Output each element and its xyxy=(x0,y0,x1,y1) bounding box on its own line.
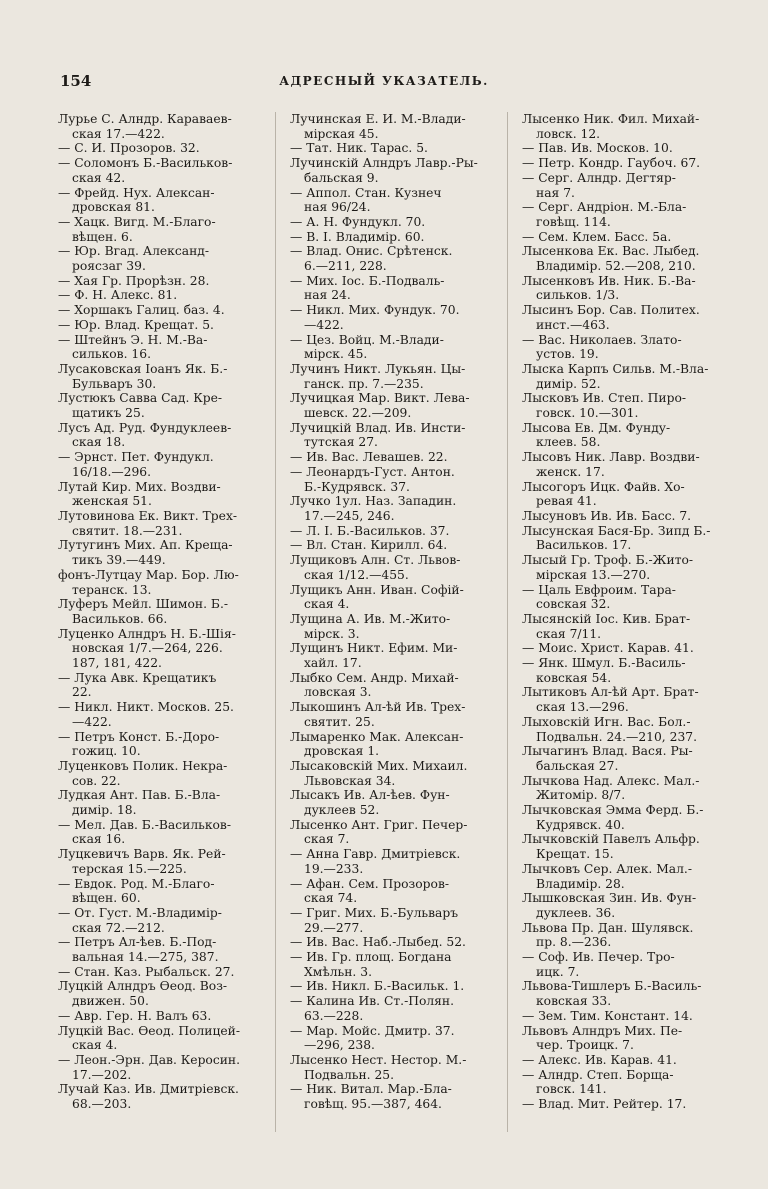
directory-entry: — Пав. Ив. Москов. 10. xyxy=(522,141,673,156)
directory-entry: Лутовинова Ек. Викт. Трех- святит. 18.—231. xyxy=(58,508,238,538)
page-header xyxy=(60,72,708,92)
directory-entry: — Тат. Ник. Тарас. 5. xyxy=(290,141,428,156)
directory-entry: — А. Н. Фундукл. 70. xyxy=(290,214,426,229)
directory-entry: — Мих. Іос. Б.-Подваль- ная 24. xyxy=(290,273,445,303)
directory-entry: — Вас. Николаев. Злато- устов. 19. xyxy=(522,332,682,362)
directory-entry: Лысянскій Іос. Кив. Брат- ская 7/11. xyxy=(522,611,691,641)
directory-entry: Лучай Каз. Ив. Дмитріевск. 68.—203. xyxy=(58,1082,239,1112)
directory-entry: Лысакъ Ив. Ал-ѣев. Фун- дуклеев 52. xyxy=(290,788,450,818)
directory-entry: Лутугинъ Мих. Ап. Креща- тикъ 39.—449. xyxy=(58,538,233,568)
column-3 xyxy=(522,112,728,1112)
directory-entry: — Калина Ив. Ст.-Полян. 63.—228. xyxy=(290,994,455,1023)
directory-entry: — Мел. Дав. Б.-Васильков- ская 16. xyxy=(58,817,231,847)
directory-entry: — Авр. Гер. Н. Валъ 63. xyxy=(58,1008,212,1023)
directory-entry: Львова Пр. Дан. Шулявск. пр. 8.—236. xyxy=(522,920,694,950)
directory-entry: — Соф. Ив. Печер. Тро- ицк. 7. xyxy=(522,950,675,979)
directory-entry: Лучко 1ул. Наз. Западин. 17.—245, 246. xyxy=(290,494,457,523)
directory-entry: Лущина А. Ив. М.-Жито- мірск. 3. xyxy=(290,611,451,641)
directory-entry: Лыховскій Игн. Вас. Бол.- Подвальн. 24.—210, 237. xyxy=(522,714,697,744)
directory-entry: Лутай Кир. Мих. Воздви- женская 51. xyxy=(58,479,221,509)
directory-entry: Лысуновъ Ив. Ив. Басс. 7. xyxy=(522,508,692,523)
directory-entry: — Леон.-Эрн. Дав. Керосин. 17.—202. xyxy=(58,1053,241,1082)
directory-entry: — Цез. Войц. М.-Влади- мірск. 45. xyxy=(290,332,444,362)
directory-entry: — Никл. Мих. Фундук. 70. —422. xyxy=(290,303,460,332)
directory-entry: — Эрнст. Пет. Фундукл. 16/18.—296. xyxy=(58,450,214,479)
directory-entry: Лудкая Ант. Пав. Б.-Вла- димір. 18. xyxy=(58,788,221,818)
directory-entry: Лысогоръ Ицк. Файв. Хо- ревая 41. xyxy=(522,479,685,509)
directory-entry: Лысенко Ант. Григ. Печер- ская 7. xyxy=(290,817,468,847)
directory-entry: Лычкова Над. Алекс. Мал.- Житомір. 8/7. xyxy=(522,773,700,803)
directory-entry: — Соломонъ Б.-Васильков- ская 42. xyxy=(58,156,233,185)
directory-entry: — Петръ Конст. Б.-Доро- гожиц. 10. xyxy=(58,729,220,759)
directory-entry: — Алекс. Ив. Карав. 41. xyxy=(522,1053,677,1067)
page-number: 154 xyxy=(60,72,92,90)
directory-entry: — Стан. Каз. Рыбальск. 27. xyxy=(58,964,235,979)
directory-entry: — Л. І. Б.-Васильков. 37. xyxy=(290,523,450,538)
directory-entry: — Мар. Мойс. Дмитр. 37. —296, 238. xyxy=(290,1023,455,1053)
directory-entry: Лучицкая Мар. Викт. Лева- шевск. 22.—209. xyxy=(290,391,470,421)
directory-entry: Львова-Тишлеръ Б.-Василь- ковская 33. xyxy=(522,979,702,1009)
directory-entry: — Леонардъ-Густ. Антон. Б.-Кудрявск. 37. xyxy=(290,464,455,494)
directory-entry: Лысовъ Ник. Лавр. Воздви- женск. 17. xyxy=(522,450,700,479)
directory-entry: Лычковская Эмма Ферд. Б.- Кудрявск. 40. xyxy=(522,803,704,832)
directory-entry: Лучинскій Алндръ Лавр.-Ры- бальская 9. xyxy=(290,156,478,185)
directory-entry: Лусъ Ад. Руд. Фундуклеев- ская 18. xyxy=(58,420,232,450)
directory-entry: — Серг. Алндр. Дегтяр- ная 7. xyxy=(522,170,676,200)
directory-entry: — Хацк. Вигд. М.-Благо- вѣщен. 6. xyxy=(58,214,216,244)
directory-entry: — Алндр. Степ. Борща- говск. 141. xyxy=(522,1067,674,1097)
directory-entry: Луценко Алндръ Н. Б.-Шія- новская 1/7.—264, 226. 187, 181, 422. xyxy=(58,626,236,671)
directory-entry: — Петр. Кондр. Гаубоч. 67. xyxy=(522,156,701,171)
directory-entry: Лучинъ Никт. Лукьян. Цы- ганск. пр. 7.—235. xyxy=(290,361,466,391)
directory-entry: Лысенко Нест. Нестор. М.- Подвальн. 25. xyxy=(290,1053,467,1082)
directory-entry: — Ив. Вас. Наб.-Лыбед. 52. xyxy=(290,935,466,950)
directory-entry: Лысенко Ник. Фил. Михай- ловск. 12. xyxy=(522,112,700,141)
directory-entry: — С. И. Прозоров. 32. xyxy=(58,141,200,156)
directory-entry: — Евдок. Род. М.-Благо- вѣщен. 60. xyxy=(58,876,215,906)
directory-entry: Лучинская Е. И. М.-Влади- мірская 45. xyxy=(290,112,466,141)
directory-entry: — Ник. Витал. Мар.-Бла- говѣщ. 95.—387, 464. xyxy=(290,1082,452,1112)
directory-entry: Лущикъ Анн. Иван. Софій- ская 4. xyxy=(290,582,464,612)
directory-entry: — Ив. Никл. Б.-Васильк. 1. xyxy=(290,979,465,994)
directory-entry: Луцкевичъ Варв. Як. Рей- терская 15.—225. xyxy=(58,847,226,876)
directory-entry: — Влад. Мит. Рейтер. 17. xyxy=(522,1097,687,1112)
directory-entry: Луцкій Вас. Ѳеод. Полицей- ская 4. xyxy=(58,1023,241,1053)
directory-entry: — Аппол. Стан. Кузнеч ная 96/24. xyxy=(290,185,442,215)
directory-entry: — Григ. Мих. Б.-Бульваръ 29.—277. xyxy=(290,905,459,935)
directory-entry: — Ф. Н. Алекс. 81. xyxy=(58,288,178,303)
directory-entry: фонъ-Лутцау Мар. Бор. Лю- теранск. 13. xyxy=(58,567,239,597)
directory-entry: Луферъ Мейл. Шимон. Б.- Васильков. 66. xyxy=(58,597,229,626)
directory-entry: — Ив. Вас. Левашев. 22. xyxy=(290,450,448,465)
directory-entry: Луценковъ Полик. Некра- сов. 22. xyxy=(58,758,228,788)
directory-entry: — Петръ Ал-ѣев. Б.-Под- вальная 14.—275, 387. xyxy=(58,935,219,965)
directory-entry: Лысый Гр. Троф. Б.-Жито- мірская 13.—270. xyxy=(522,553,694,582)
directory-entry: — Янк. Шмул. Б.-Василь- ковская 54. xyxy=(522,656,686,685)
directory-entry: Лысунская Бася-Бр. Зипд Б.- Васильков. 17. xyxy=(522,523,711,553)
directory-entry: Лыбко Сем. Андр. Михай- ловская 3. xyxy=(290,670,459,700)
directory-entry: — Хая Гр. Прорѣзн. 28. xyxy=(58,273,210,288)
directory-entry: Лычагинъ Влад. Вася. Ры- бальская 27. xyxy=(522,744,693,773)
directory-entry: — Афан. Сем. Прозоров- ская 74. xyxy=(290,876,450,906)
directory-entry: Лурье С. Алндр. Караваев- ская 17.—422. xyxy=(58,112,232,141)
directory-entry: Лычковскій Павелъ Альфр. Крещат. 15. xyxy=(522,832,700,862)
column-divider xyxy=(275,112,276,1132)
directory-entry: — Серг. Андріон. М.-Бла- говѣщ. 114. xyxy=(522,200,687,229)
directory-entry: Лысенкова Ек. Вас. Лыбед. Владимір. 52.—208, 210. xyxy=(522,244,700,274)
directory-entry: — Хоршакъ Галиц. баз. 4. xyxy=(58,303,225,318)
directory-entry: — Фрейд. Нух. Алексан- дровская 81. xyxy=(58,185,215,215)
directory-entry: — Юр. Влад. Крещат. 5. xyxy=(58,317,214,332)
directory-entry: Лустюкъ Савва Сад. Кре- щатикъ 25. xyxy=(58,391,223,421)
directory-entry: Лысинъ Бор. Сав. Политех. инст.—463. xyxy=(522,303,700,332)
directory-entry: — Юр. Вгад. Александ- роясзаг 39. xyxy=(58,244,209,274)
directory-entry: — Цаль Евфроим. Тара- совская 32. xyxy=(522,582,676,612)
directory-entry: — Моис. Христ. Карав. 41. xyxy=(522,641,694,656)
directory-entry: — Никл. Никт. Москов. 25. —422. xyxy=(58,700,234,729)
directory-entry: Лущиковъ Алн. Ст. Львов- ская 1/12.—455. xyxy=(290,553,461,582)
running-title: АДРЕСНЫЙ УКАЗАТЕЛЬ. xyxy=(279,74,489,88)
directory-entry: Лысенковъ Ив. Ник. Б.-Ва- сильков. 1/3. xyxy=(522,273,696,303)
directory-entry: Лытиковъ Ал-ѣй Арт. Брат- ская 13.—296. xyxy=(522,685,699,715)
directory-entry: Лычковъ Сер. Алек. Мал.- Владимір. 28. xyxy=(522,861,693,891)
directory-entry: — В. І. Владимір. 60. xyxy=(290,229,425,244)
directory-entry: — От. Густ. М.-Владимір- ская 72.—212. xyxy=(58,905,222,935)
directory-entry: — Зем. Тим. Констант. 14. xyxy=(522,1008,693,1023)
directory-entry: Лыска Карпъ Сильв. М.-Вла- димір. 52. xyxy=(522,361,709,391)
column-2 xyxy=(290,112,494,1112)
directory-entry: — Влад. Онис. Срѣтенск. 6.—211, 228. xyxy=(290,244,453,274)
directory-entry: — Вл. Стан. Кирилл. 64. xyxy=(290,538,448,553)
directory-entry: — Сем. Клем. Басс. 5а. xyxy=(522,229,672,244)
column-1 xyxy=(58,112,260,1112)
directory-entry: Лысова Ев. Дм. Фунду- клеев. 58. xyxy=(522,420,671,450)
directory-entry: Лущинъ Никт. Ефим. Ми- хайл. 17. xyxy=(290,641,458,671)
directory-entry: Львовъ Алндръ Мих. Пе- чер. Троицк. 7. xyxy=(522,1023,683,1053)
directory-entry: Луцкій Алндръ Ѳеод. Воз- движен. 50. xyxy=(58,979,228,1009)
directory-entry: Лышковская Зин. Ив. Фун- дуклеев. 36. xyxy=(522,891,697,920)
directory-entry: Лыкошинъ Ал-ѣй Ив. Трех- святит. 25. xyxy=(290,700,466,729)
column-divider xyxy=(507,112,508,1132)
directory-entry: Лысковъ Ив. Степ. Пиро- говск. 10.—301. xyxy=(522,391,686,421)
directory-entry: — Ив. Гр. площ. Богдана Хмѣльн. 3. xyxy=(290,950,452,979)
directory-entry: Лымаренко Мак. Алексан- дровская 1. xyxy=(290,729,464,759)
directory-entry: Лысаковскій Мих. Михаил. Львовская 34. xyxy=(290,758,468,788)
directory-entry: — Анна Гавр. Дмитріевск. 19.—233. xyxy=(290,847,461,876)
directory-entry: Лусаковская Іоанъ Як. Б.- Бульваръ 30. xyxy=(58,361,228,391)
directory-entry: — Лука Авк. Крещатикъ 22. xyxy=(58,670,217,700)
directory-entry: — Штейнъ Э. Н. М.-Ва- сильков. 16. xyxy=(58,332,208,362)
directory-entry: Лучицкій Влад. Ив. Инсти- тутская 27. xyxy=(290,420,466,450)
